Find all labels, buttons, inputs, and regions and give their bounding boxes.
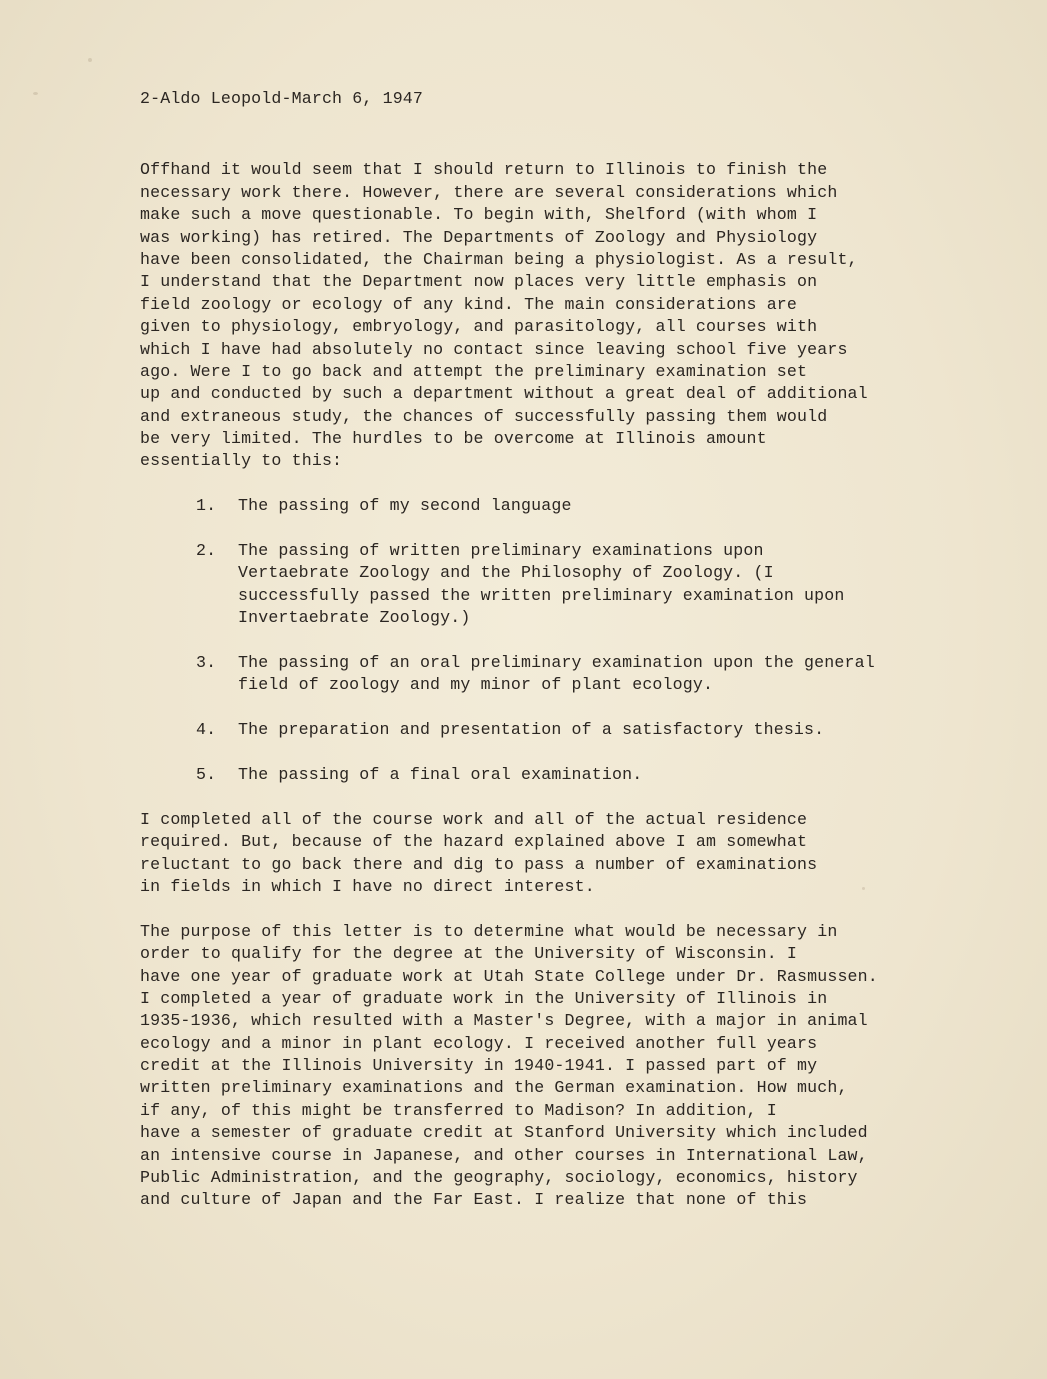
- text-line: order to qualify for the degree at the University of Wisconsin. I: [140, 944, 798, 964]
- text-line: was working) has retired. The Departments of Zoology and Physiology: [140, 227, 818, 247]
- text-line: necessary work there. However, there are several considerations which: [140, 182, 838, 202]
- hurdles-list: [140, 495, 970, 786]
- list-number: 3.: [196, 653, 217, 672]
- text-line: Invertaebrate Zoology.): [238, 608, 471, 628]
- list-number: 1.: [196, 496, 217, 516]
- list-item: [140, 540, 970, 630]
- text-line: credit at the Illinois University in 1940-1941. I passed part of my: [140, 1056, 818, 1076]
- text-line: The passing of my second language: [238, 496, 572, 516]
- list-number: 4.: [196, 720, 217, 740]
- text-line: ecology and a minor in plant ecology. I received another full years: [140, 1033, 818, 1053]
- text-line: ago. Were I to go back and attempt the preliminary examination set: [140, 361, 808, 381]
- text-line: Vertaebrate Zoology and the Philosophy of Zoology. (I: [238, 563, 774, 583]
- text-line: The purpose of this letter is to determine what would be necessary in: [140, 921, 838, 941]
- page-header: 2-Aldo Leopold-March 6, 1947: [140, 89, 424, 108]
- text-line: I completed a year of graduate work in the University of Illinois in: [140, 988, 828, 1008]
- text-line: given to physiology, embryology, and parasitology, all courses with: [140, 317, 818, 337]
- text-line: 1935-1936, which resulted with a Master's Degree, with a major in animal: [140, 1011, 868, 1031]
- list-item: [140, 719, 970, 741]
- text-line: make such a move questionable. To begin with, Shelford (with whom I: [140, 205, 818, 225]
- text-line: I completed all of the course work and all of the actual residence: [140, 809, 808, 829]
- paragraph-completed-work: [140, 809, 970, 899]
- text-line: and extraneous study, the chances of successfully passing them would: [140, 406, 828, 426]
- text-line: required. But, because of the hazard explained above I am somewhat: [140, 832, 808, 852]
- list-number: 5.: [196, 764, 217, 784]
- text-line: have a semester of graduate credit at Stanford University which included: [140, 1123, 868, 1143]
- text-line: up and conducted by such a department without a great deal of additional: [140, 384, 868, 404]
- text-line: an intensive course in Japanese, and other courses in International Law,: [140, 1145, 868, 1165]
- list-item: [140, 495, 970, 517]
- text-line: The preparation and presentation of a satisfactory thesis.: [238, 720, 825, 740]
- paper-mark: [33, 92, 38, 95]
- letter-body: [140, 88, 970, 1234]
- text-line: The passing of written preliminary examinations upon: [238, 541, 764, 561]
- text-line: written preliminary examinations and the German examination. How much,: [140, 1078, 848, 1098]
- text-line: field of zoology and my minor of plant ecology.: [238, 675, 714, 695]
- list-item: [140, 652, 970, 697]
- text-line: The passing of a final oral examination.: [238, 764, 643, 784]
- text-line: I understand that the Department now places very little emphasis on: [140, 272, 818, 292]
- text-line: Public Administration, and the geography, sociology, economics, history: [140, 1168, 858, 1188]
- list-number: 2.: [196, 541, 217, 561]
- paragraph-considerations: [140, 159, 970, 472]
- text-line: essentially to this:: [140, 451, 343, 471]
- text-line: have one year of graduate work at Utah State College under Dr. Rasmussen.: [140, 966, 878, 986]
- list-item: [140, 764, 970, 786]
- text-line: and culture of Japan and the Far East. I realize that none of this: [140, 1190, 808, 1210]
- text-line: Offhand it would seem that I should return to Illinois to finish the: [140, 160, 828, 180]
- text-line: The passing of an oral preliminary examination upon the general: [238, 653, 875, 672]
- text-line: in fields in which I have no direct interest.: [140, 876, 595, 896]
- paragraph-purpose: [140, 921, 970, 1212]
- text-line: be very limited. The hurdles to be overcome at Illinois amount: [140, 429, 767, 449]
- paper-mark: [88, 58, 92, 62]
- text-line: successfully passed the written preliminary examination upon: [238, 585, 845, 605]
- text-line: which I have had absolutely no contact since leaving school five years: [140, 339, 848, 359]
- text-line: field zoology or ecology of any kind. The main considerations are: [140, 294, 798, 314]
- text-line: reluctant to go back there and dig to pass a number of examinations: [140, 854, 818, 874]
- text-line: if any, of this might be transferred to Madison? In addition, I: [140, 1100, 777, 1120]
- text-line: have been consolidated, the Chairman being a physiologist. As a result,: [140, 249, 858, 269]
